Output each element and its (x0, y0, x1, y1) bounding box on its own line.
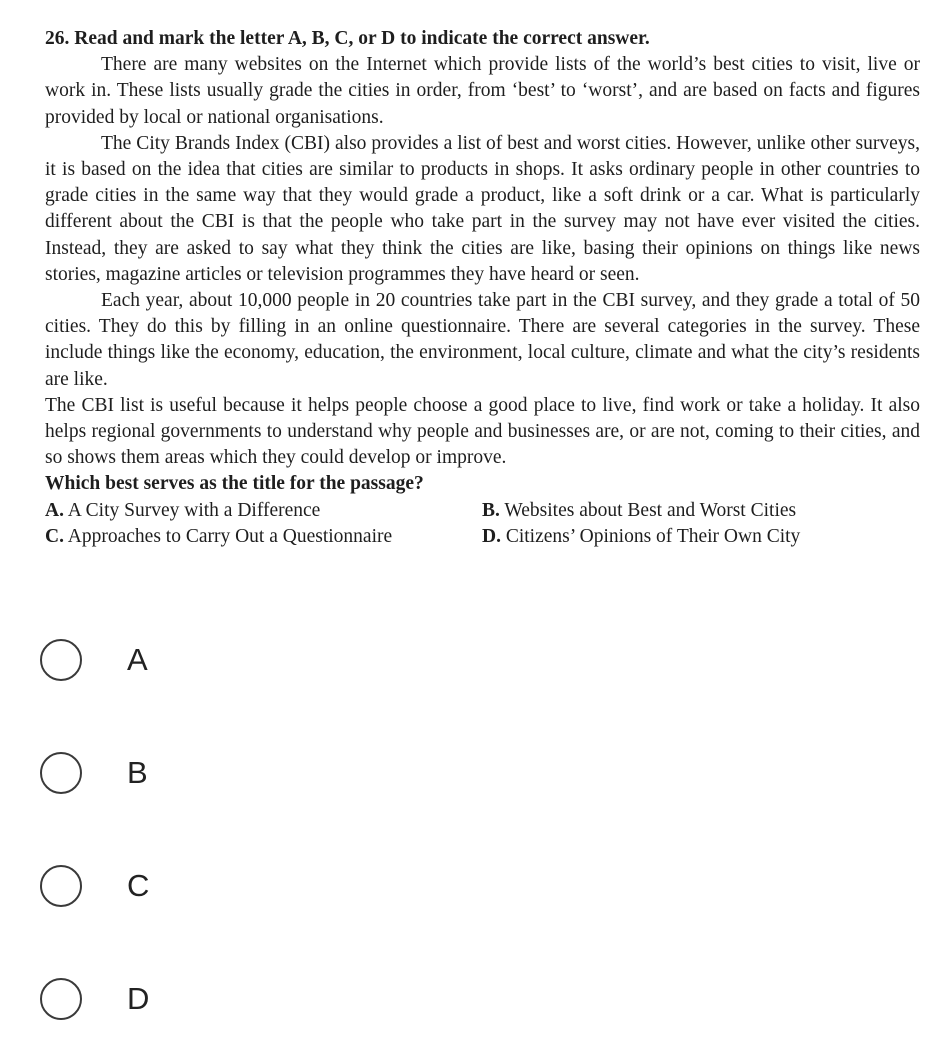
answer-option-d[interactable] (40, 976, 240, 1022)
choice-c (45, 524, 482, 550)
answer-option-b[interactable] (40, 750, 240, 796)
radio-button-b[interactable] (40, 752, 82, 794)
passage-paragraph-4: The CBI list is useful because it helps people choose a good place to live, find work or take a holiday. It also helps regional governments to understand why people and businesses are, or are not, coming to their cities, and so shows them areas which they could develop or improve. (45, 394, 920, 469)
answer-option-d-label: D (127, 981, 150, 1016)
radio-button-d[interactable] (40, 978, 82, 1020)
choice-b (482, 498, 920, 524)
answer-option-c-label: C (127, 868, 150, 903)
choice-c-letter: C. (45, 525, 64, 547)
question-block (45, 26, 920, 550)
radio-button-a[interactable] (40, 639, 82, 681)
choice-b-letter: B. (482, 499, 500, 521)
passage-paragraph-2: The City Brands Index (CBI) also provides a list of best and worst cities. However, unlike other surveys, it is based on the idea that cities are similar to products in shops. It asks ordinary people in other countries to grade cities in the same way that they would grade a product, like a soft drink or a car. What is particularly different about the CBI is that the people who take part in the survey may not have ever visited the cities. Instead, they are asked to say what they think the cities are like, basing their opinions on things like news stories, magazine articles or television programmes they have heard or seen. (45, 132, 920, 285)
choice-list (45, 498, 920, 550)
choice-a-text: A City Survey with a Difference (67, 499, 321, 521)
choice-b-text: Websites about Best and Worst Cities (504, 499, 797, 521)
choice-a-letter: A. (45, 499, 64, 521)
choice-d (482, 524, 920, 550)
question-heading: 26. Read and mark the letter A, B, C, or D to indicate the correct answer. (45, 28, 650, 49)
radio-button-c[interactable] (40, 865, 82, 907)
answer-option-a[interactable] (40, 637, 240, 683)
choice-c-text: Approaches to Carry Out a Questionnaire (67, 525, 393, 547)
choice-a (45, 498, 482, 524)
question-prompt: Which best serves as the title for the passage? (45, 473, 424, 495)
passage-paragraph-3: Each year, about 10,000 people in 20 countries take part in the CBI survey, and they grade a total of 50 cities. They do this by filling in an online questionnaire. There are several categories in the survey. These include things like the economy, education, the environment, local culture, climate and what the city’s residents are like. (45, 290, 920, 390)
choice-d-text: Citizens’ Opinions of Their Own City (505, 525, 801, 547)
choice-d-letter: D. (482, 525, 501, 547)
answer-option-c[interactable] (40, 863, 240, 909)
passage-paragraph-1: There are many websites on the Internet which provide lists of the world’s best cities to visit, live or work in. These lists usually grade the cities in order, from ‘best’ to ‘worst’, and are based on facts and figures provided by local or national organisations. (45, 54, 920, 128)
answer-option-a-label: A (127, 642, 148, 677)
answer-option-b-label: B (127, 755, 148, 790)
